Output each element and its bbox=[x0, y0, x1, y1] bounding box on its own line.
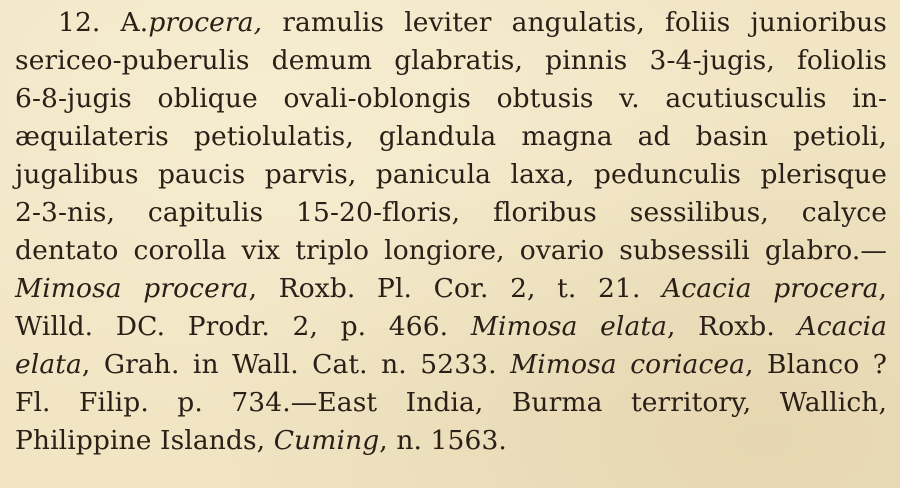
entry-number: 12. bbox=[58, 7, 101, 38]
genus-abbreviation: A. bbox=[120, 7, 149, 38]
synonym-name: Mimosa coriacea bbox=[510, 349, 746, 380]
text-line bbox=[15, 117, 887, 157]
citation-text: Willd. DC. Prodr. 2, p. 466. bbox=[15, 311, 471, 342]
citation-text: , Roxb. bbox=[667, 311, 798, 342]
punctuation: , bbox=[878, 273, 887, 304]
line-text: ramulis leviter angulatis, foliis junioribus bbox=[282, 7, 888, 38]
citation-text: , Blanco ? bbox=[745, 349, 887, 380]
species-name: procera, bbox=[148, 7, 263, 38]
text-line bbox=[15, 193, 887, 233]
synonym-name: Mimosa procera bbox=[15, 273, 249, 304]
synonym-name: Mimosa elata bbox=[470, 311, 668, 342]
line-text: 2-3-nis, capitulis 15-20-floris, floribus sessilibus, calyce bbox=[15, 197, 887, 228]
text-line bbox=[58, 3, 887, 43]
collector-name: Cuming bbox=[273, 425, 380, 456]
text-line bbox=[15, 383, 887, 423]
citation-text: , Grah. in Wall. Cat. n. 5233. bbox=[81, 349, 511, 380]
text-line bbox=[15, 79, 887, 119]
text-line bbox=[15, 345, 887, 385]
synonym-name: Acacia procera bbox=[662, 273, 879, 304]
citation-text: , n. 1563. bbox=[379, 425, 507, 456]
line-text: sericeo-puberulis demum glabratis, pinnis 3-4-jugis, foliolis bbox=[15, 45, 887, 76]
line-text: Fl. Filip. p. 734.—East India, Burma territory, Wallich, bbox=[15, 387, 887, 418]
synonym-name: elata bbox=[15, 349, 82, 380]
text-line bbox=[15, 155, 887, 195]
line-text: dentato corolla vix triplo longiore, ovario subsessili glabro.— bbox=[15, 235, 887, 266]
text-line bbox=[15, 269, 887, 309]
synonym-name: Acacia bbox=[797, 311, 887, 342]
text-line bbox=[15, 421, 507, 461]
text-line bbox=[15, 307, 887, 347]
citation-text: , Roxb. Pl. Cor. 2, t. 21. bbox=[248, 273, 663, 304]
text-line bbox=[15, 231, 887, 271]
text-line bbox=[15, 41, 887, 81]
line-text: 6-8-jugis oblique ovali-oblongis obtusis v. acutiusculis in- bbox=[15, 83, 887, 114]
locality-text: Philippine Islands, bbox=[15, 425, 274, 456]
line-text: æquilateris petiolulatis, glandula magna ad basin petioli, bbox=[15, 121, 887, 152]
line-text: jugalibus paucis parvis, panicula laxa, pedunculis plerisque bbox=[15, 159, 887, 190]
